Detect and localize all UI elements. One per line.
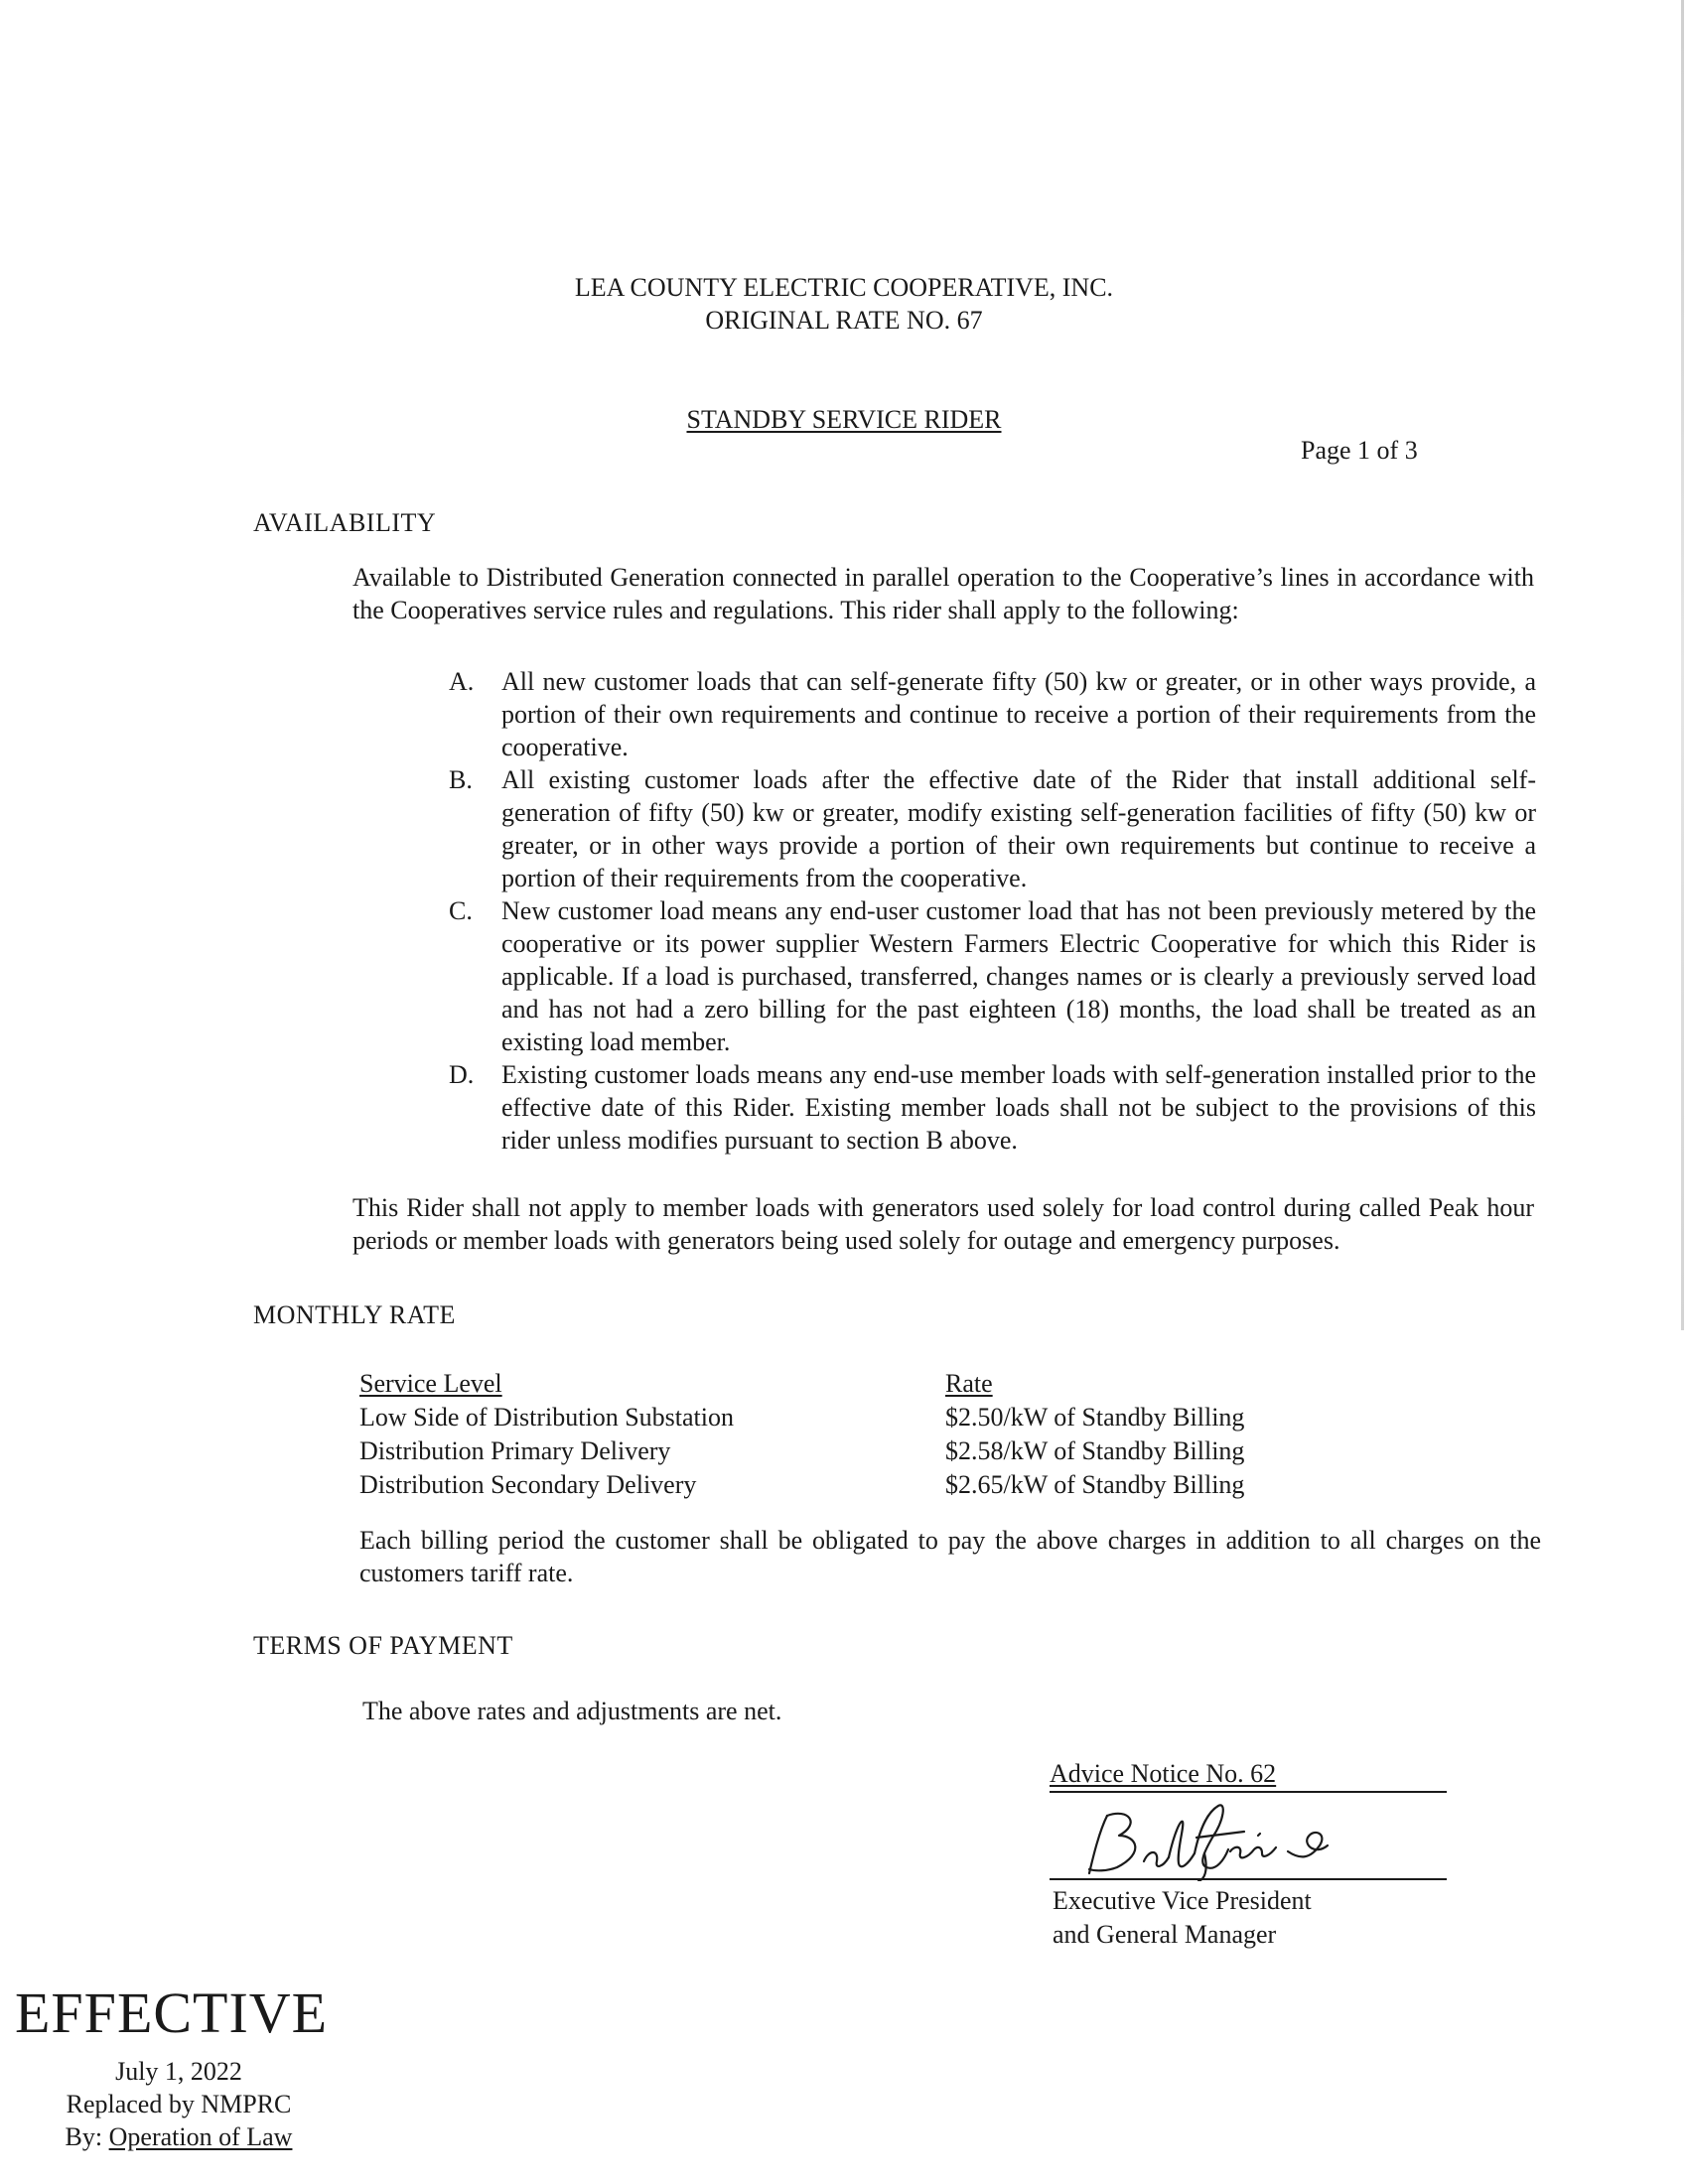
- list-item-marker: B.: [449, 765, 473, 794]
- org-name: LEA COUNTY ELECTRIC COOPERATIVE, INC.: [574, 273, 1114, 302]
- replaced-by: Replaced by NMPRC: [66, 2090, 292, 2118]
- effective-date: July 1, 2022: [115, 2057, 242, 2086]
- availability-intro: Available to Distributed Generation connected in parallel operation to the Cooperative’s lines in accordance with the Cooperatives service rules and regulations. This rider shall apply to the following:: [352, 563, 1534, 624]
- list-item-text: Existing customer loads means any end-use member loads with self-generation installed prior to the effective date of this Rider. Existing member loads shall not be subject to the provisions of this rider unless modifies pursuant to section B above.: [501, 1060, 1536, 1155]
- terms-of-payment-heading: TERMS OF PAYMENT: [253, 1631, 513, 1660]
- column-header-rate: Rate: [945, 1369, 993, 1398]
- list-item: [449, 894, 1536, 1058]
- signer-title: Executive Vice President: [1053, 1886, 1312, 1915]
- list-item: [449, 665, 1536, 763]
- terms-of-payment-text: The above rates and adjustments are net.: [362, 1697, 782, 1725]
- table-row: [359, 1401, 1244, 1434]
- billing-period-note: Each billing period the customer shall be obligated to pay the above charges in addition to all charges on the customers tariff rate.: [359, 1526, 1541, 1587]
- list-item-text: New customer load means any end-user customer load that has not been previously metered by the cooperative or its power supplier Western Farmers Electric Cooperative for which this Rider is applicable. If a load is purchased, transferred, changes names or is clearly a previously served load and has not had a zero billing for the past eighteen (18) months, the load shall be treated as an existing load member.: [501, 896, 1536, 1056]
- signature-graphic: [1050, 1802, 1447, 1881]
- rate-table: [359, 1367, 1244, 1502]
- monthly-rate-heading: MONTHLY RATE: [253, 1300, 456, 1329]
- column-header-service-level: Service Level: [359, 1369, 502, 1398]
- document-title-text: STANDBY SERVICE RIDER: [686, 405, 1002, 434]
- scan-edge: [1681, 0, 1684, 1330]
- availability-list: [449, 665, 1536, 1157]
- signer-title-continued: and General Manager: [1053, 1920, 1277, 1949]
- rate-number: ORIGINAL RATE NO. 67: [705, 306, 983, 335]
- service-level-cell: Distribution Primary Delivery: [359, 1436, 671, 1465]
- rate-cell: $2.50/kW of Standby Billing: [945, 1403, 1245, 1432]
- page-number: Page 1 of 3: [1301, 436, 1418, 465]
- list-item-marker: C.: [449, 896, 473, 925]
- list-item-marker: D.: [449, 1060, 475, 1089]
- by-label: By:: [65, 2122, 103, 2151]
- list-item-marker: A.: [449, 667, 475, 696]
- signature-line: [1050, 1878, 1447, 1880]
- service-level-cell: Distribution Secondary Delivery: [359, 1470, 697, 1499]
- effective-stamp: [0, 2055, 357, 2153]
- handwritten-signature: [1050, 1802, 1447, 1881]
- table-row: [359, 1468, 1244, 1502]
- table-row: [359, 1434, 1244, 1468]
- table-header-row: [359, 1367, 1244, 1401]
- rate-cell: $2.65/kW of Standby Billing: [945, 1470, 1245, 1499]
- replaced-by-authority: [0, 2120, 357, 2153]
- list-item-text: All existing customer loads after the effective date of the Rider that install additional self-generation of fifty (50) kw or greater, modify existing self-generation facilities of fifty (50) kw or greater, or in other ways provide a portion of their own requirements but continue to receive a portion of their requirements from the cooperative.: [501, 765, 1536, 892]
- list-item: [449, 763, 1536, 894]
- list-item: [449, 1058, 1536, 1157]
- rate-cell: $2.58/kW of Standby Billing: [945, 1436, 1245, 1465]
- document-title: [0, 403, 1688, 436]
- effective-stamp-word: EFFECTIVE: [15, 1980, 329, 2045]
- advice-notice: [1050, 1757, 1447, 1793]
- advice-notice-text: Advice Notice No. 62: [1050, 1759, 1277, 1788]
- by-value: Operation of Law: [108, 2122, 293, 2151]
- service-level-cell: Low Side of Distribution Substation: [359, 1403, 734, 1432]
- list-item-text: All new customer loads that can self-generate fifty (50) kw or greater, or in other ways provide, a portion of their own requirements and continue to receive a portion of their requirements from the cooperative.: [501, 667, 1536, 761]
- availability-exclusion-note: This Rider shall not apply to member loads with generators used solely for load control during called Peak hour periods or member loads with generators being used solely for outage and emergency purposes.: [352, 1193, 1534, 1255]
- availability-heading: AVAILABILITY: [253, 508, 437, 537]
